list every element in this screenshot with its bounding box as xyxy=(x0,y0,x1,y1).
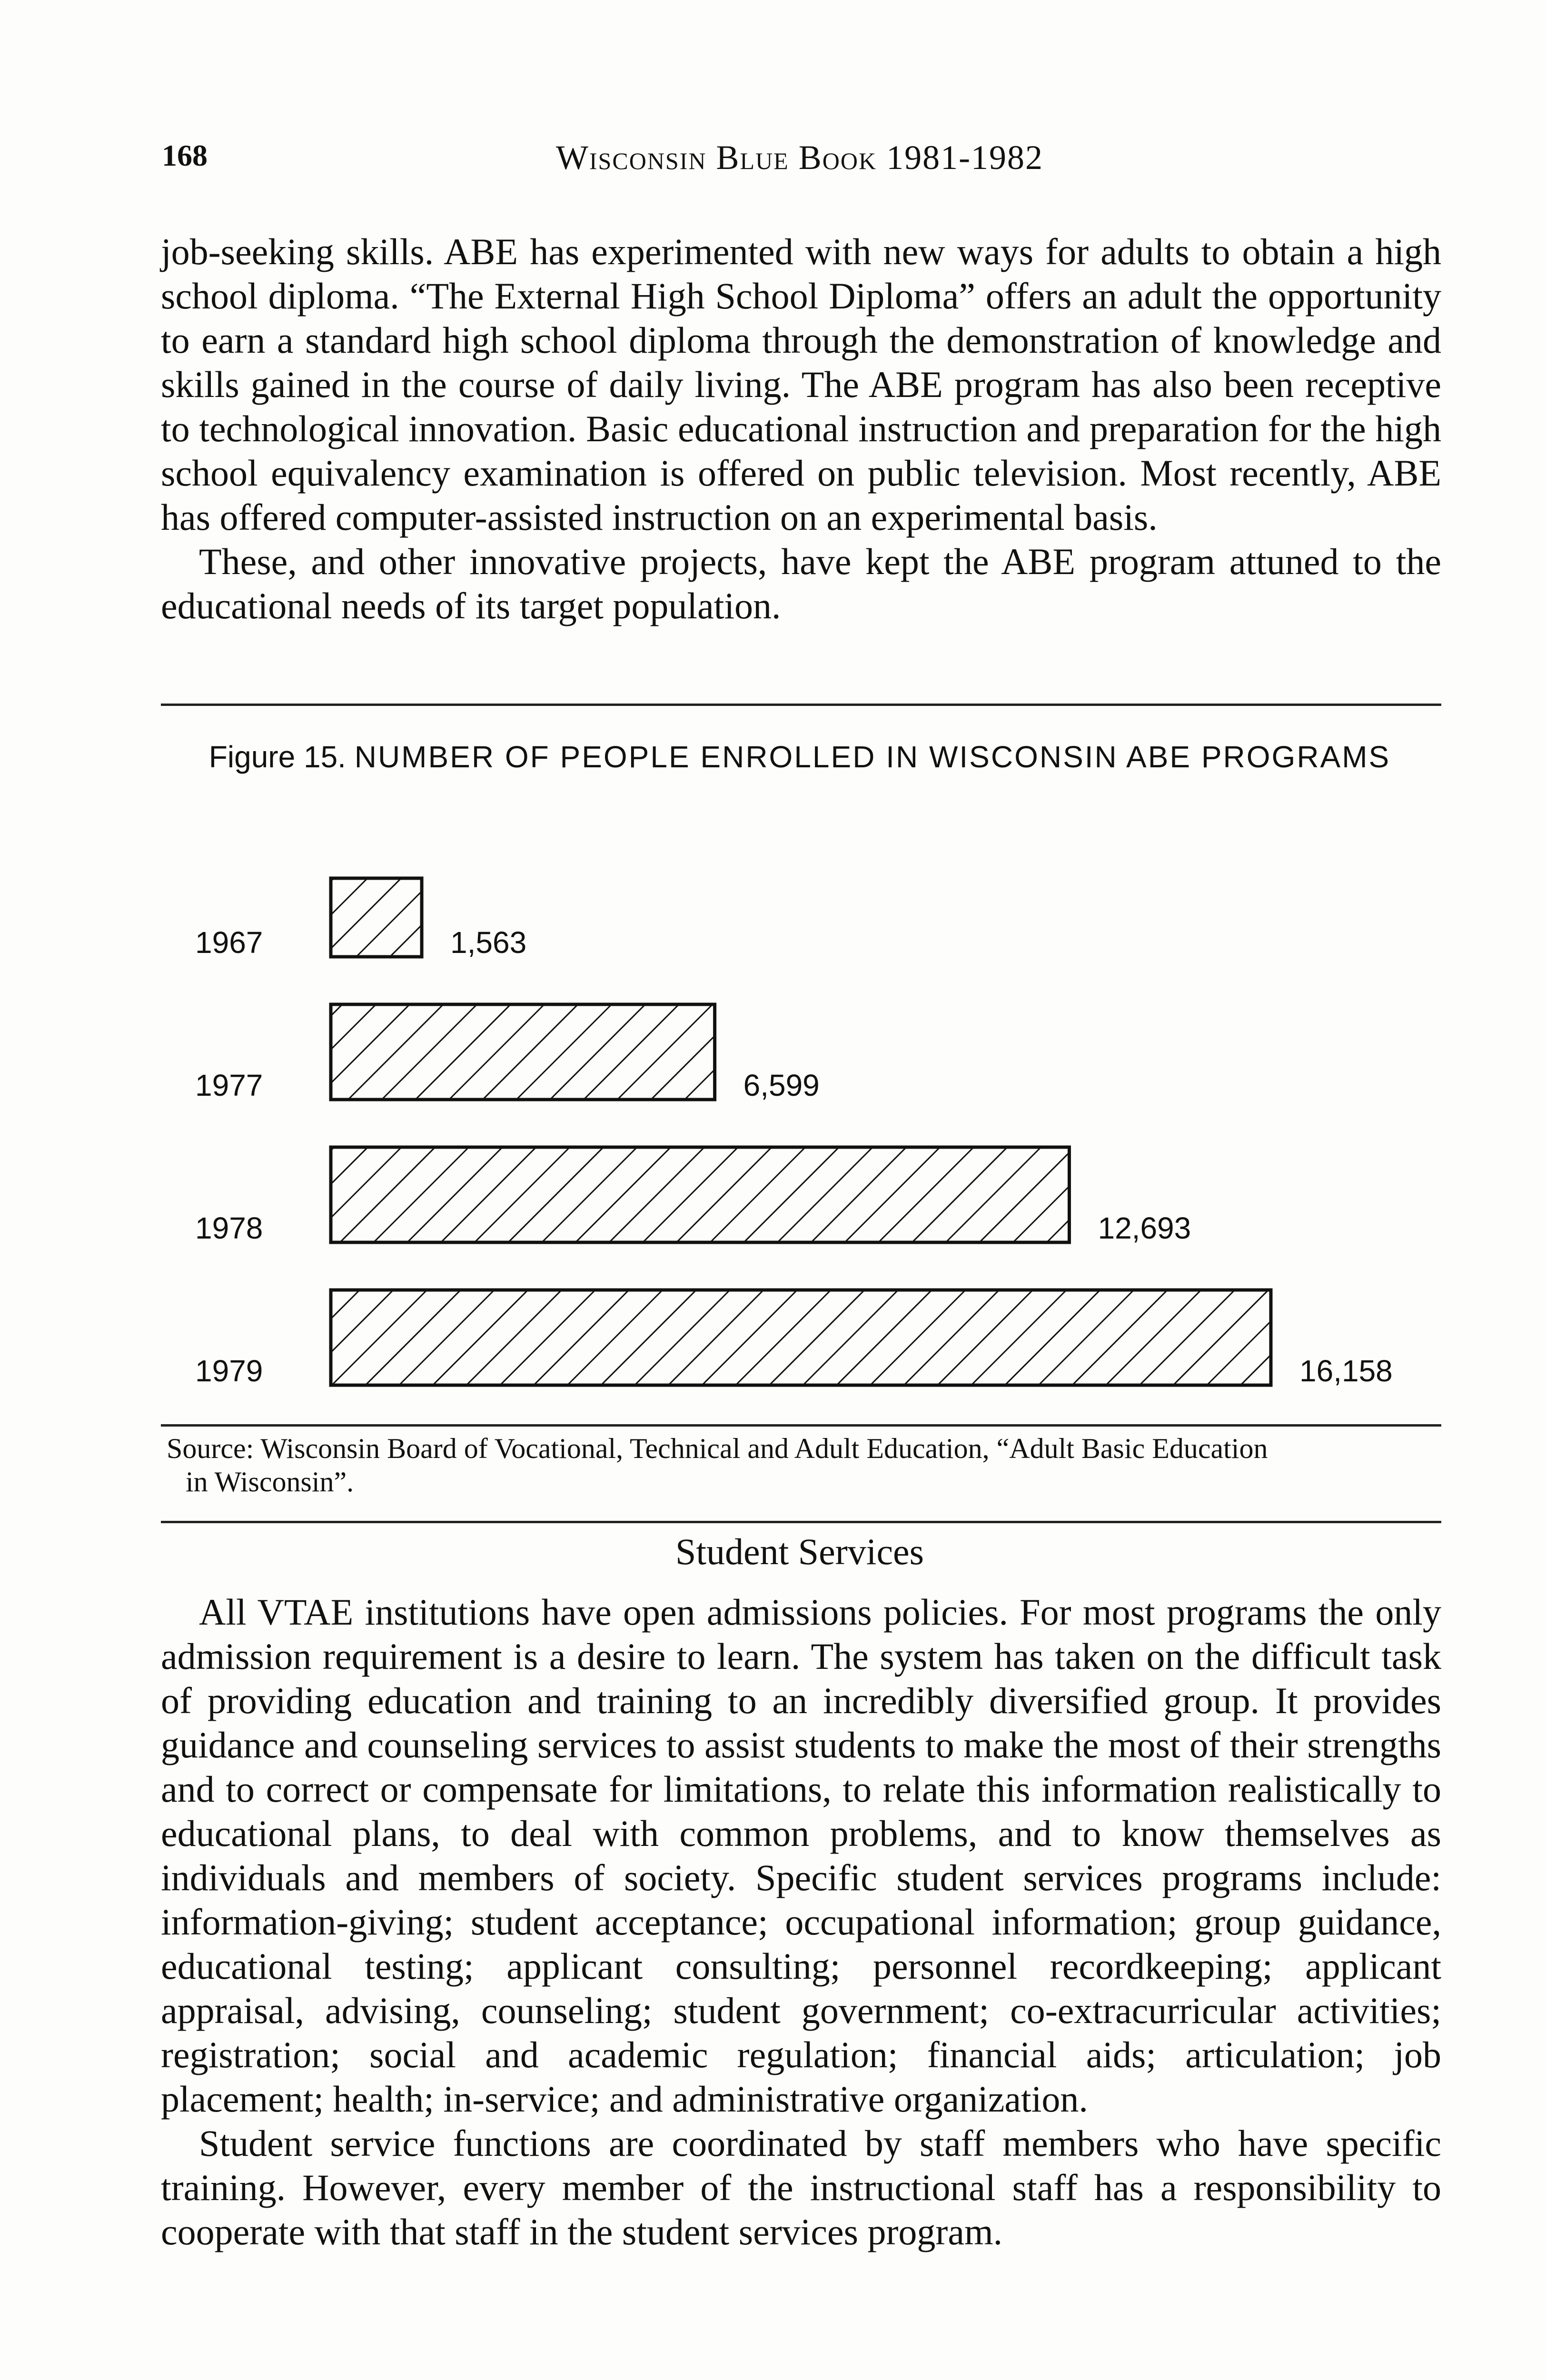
intro-paragraph-1: job-seeking skills. ABE has experimented with new ways for adults to obtain a high school diploma. “The External High School Diploma” offers an adult the opportunity to earn a standard high school diploma through the demonstration of knowledge and skills gained in the course of daily living. The ABE program has also been receptive to technological innovation. Basic educational instruction and preparation for the high school equivalency examination is offered on public television. Most recently, ABE has offered computer-assisted instruction on an experimental basis. xyxy=(161,231,1441,538)
bar-1978 xyxy=(331,1147,1069,1242)
source-top-rule xyxy=(161,1424,1441,1427)
bar-1977 xyxy=(331,1004,715,1100)
source-bottom-rule xyxy=(161,1521,1441,1523)
bar-1967 xyxy=(331,878,422,957)
category-label-1978: 1978 xyxy=(195,1211,263,1245)
divider-rule xyxy=(161,704,1441,706)
page-header xyxy=(162,138,1437,190)
source-line-1: Source: Wisconsin Board of Vocational, Technical and Adult Education, “Adult Basic Education xyxy=(167,1433,1268,1464)
category-label-1979: 1979 xyxy=(195,1354,263,1388)
page-number: 168 xyxy=(162,139,208,172)
section-heading: Student Services xyxy=(675,1531,924,1572)
figure-label: Figure 15. xyxy=(208,740,346,774)
section-paragraph-2: Student service functions are coordinated by staff members who have specific training. However, every member of the instructional staff has a responsibility to cooperate with that staff in the student services program. xyxy=(161,2122,1441,2252)
figure-title: NUMBER OF PEOPLE ENROLLED IN WISCONSIN ABE PROGRAMS xyxy=(354,740,1391,774)
category-label-1977: 1977 xyxy=(195,1068,263,1102)
value-label-1977: 6,599 xyxy=(743,1068,820,1102)
running-title: Wisconsin Blue Book 1981-1982 xyxy=(555,139,1044,177)
value-label-1979: 16,158 xyxy=(1299,1354,1393,1388)
figure-caption xyxy=(162,737,1437,777)
value-label-1978: 12,693 xyxy=(1098,1211,1191,1245)
value-label-1967: 1,563 xyxy=(450,925,527,960)
category-label-1967: 1967 xyxy=(195,925,263,960)
bar-1979 xyxy=(331,1290,1271,1385)
source-line-2: in Wisconsin”. xyxy=(186,1466,354,1497)
figure-source xyxy=(167,1432,1442,1498)
section-text xyxy=(161,1590,1441,2254)
section-paragraph-1: All VTAE institutions have open admissions policies. For most programs the only admission requirement is a desire to learn. The system has taken on the difficult task of providing education and training to an incredibly diversified group. It provides guidance and counseling services to assist students to make the most of their strengths and to correct or compensate for limitations, to relate this information realistically to educational plans, to deal with common problems, and to know themselves as individuals and members of society. Specific student services programs include: information-giving; student acceptance; occupational information; group guidance, educational testing; applicant consulting; personnel recordkeeping; applicant appraisal, advising, counseling; student government; co-extracurricular activities; registration; social and academic regulation; financial aids; articulation; job placement; health; in-service; and administrative organization. xyxy=(161,1591,1441,2120)
enrollment-bar-chart xyxy=(162,847,1437,1418)
intro-text xyxy=(161,229,1441,628)
intro-paragraph-2: These, and other innovative projects, have kept the ABE program attuned to the educational needs of its target population. xyxy=(161,541,1441,626)
